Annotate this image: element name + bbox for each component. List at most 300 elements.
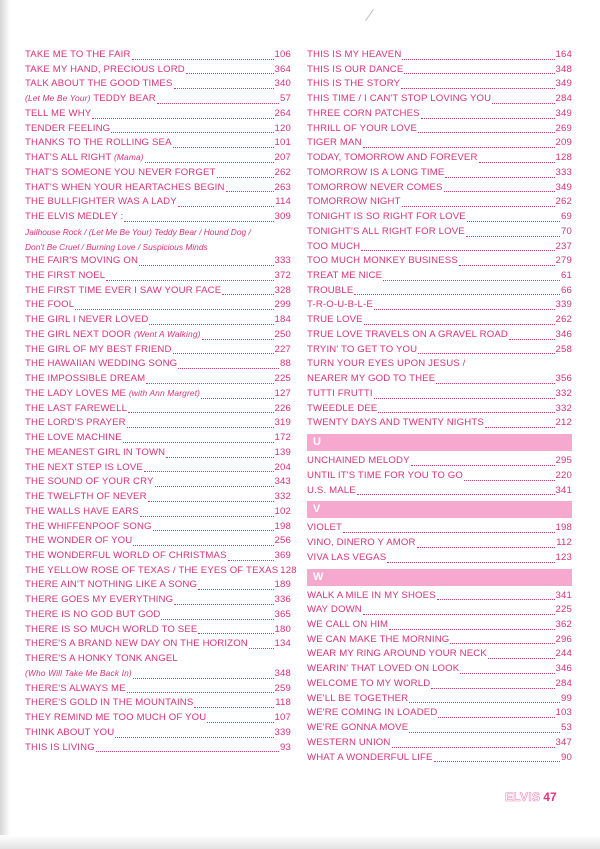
dot-leader [174, 603, 273, 605]
song-title [307, 254, 458, 269]
index-entry [25, 637, 291, 652]
page-ref: 319 [274, 417, 291, 429]
title-text: THE FIRST NOEL [25, 270, 106, 282]
title-text: NEARER MY GOD TO THEE [307, 373, 436, 385]
title-text: WEAR MY RING AROUND YOUR NECK [307, 648, 487, 660]
page-ref: 237 [555, 240, 572, 252]
page-ref: 336 [274, 594, 291, 606]
title-text: TOMORROW NEVER COMES [307, 181, 443, 193]
page-ref: 349 [555, 181, 572, 193]
dot-leader [123, 441, 274, 443]
index-entry [307, 269, 572, 284]
song-title [307, 589, 436, 604]
index-entry [307, 151, 572, 166]
index-entry [307, 521, 572, 536]
song-title [25, 431, 122, 446]
song-title [307, 736, 391, 751]
index-entry [25, 402, 291, 417]
dot-leader [434, 760, 560, 762]
song-title [25, 298, 74, 313]
page-ref: 340 [274, 78, 291, 90]
page-ref: 207 [274, 152, 291, 164]
dot-leader [186, 72, 274, 74]
song-title [25, 195, 177, 210]
song-title [307, 372, 435, 387]
dot-leader [157, 102, 279, 104]
title-text: TROUBLE [307, 284, 354, 296]
page-ref: 279 [555, 255, 572, 267]
title-suffix: (Went A Walking) [133, 328, 201, 339]
title-suffix: (Mama) [113, 152, 144, 163]
page-ref: 346 [555, 663, 572, 675]
dot-leader [404, 72, 554, 74]
index-entry [307, 210, 572, 225]
title-text: THAT'S WHEN YOUR HEARTACHES BEGIN [25, 181, 225, 193]
song-title [25, 254, 138, 269]
song-title [25, 637, 248, 652]
title-text: TIGER MAN [307, 137, 362, 149]
title-text: THE WALLS HAVE EARS [25, 505, 139, 517]
index-entry [307, 416, 572, 431]
page-ref: 139 [274, 446, 291, 458]
index-entry [25, 387, 291, 402]
page-ref: 362 [555, 618, 572, 630]
song-title [25, 107, 91, 122]
dot-leader [173, 146, 274, 148]
index-entry [25, 534, 291, 549]
index-entry [307, 536, 572, 551]
title-text: TONIGHT IS SO RIGHT FOR LOVE [307, 211, 466, 223]
page-ref: 106 [274, 49, 291, 60]
index-entry [307, 706, 572, 721]
index-entry [307, 551, 572, 566]
song-title [25, 696, 193, 711]
song-title [25, 150, 144, 166]
page-ref: 299 [274, 299, 291, 311]
index-entry [25, 416, 291, 431]
song-title [25, 490, 147, 505]
dot-leader [361, 249, 554, 251]
title-text: TAKE ME TO THE FAIR [25, 49, 131, 60]
page-ref: 61 [561, 270, 572, 282]
title-text: THIS IS MY HEAVEN [307, 49, 402, 60]
dot-leader [133, 544, 273, 546]
song-title [307, 92, 491, 107]
song-title [25, 48, 131, 63]
index-entry [307, 736, 572, 751]
title-text: TONIGHT'S ALL RIGHT FOR LOVE [307, 225, 465, 237]
song-title [25, 623, 197, 638]
index-entry [25, 372, 291, 387]
song-title [25, 166, 216, 181]
title-text: THE NEXT STEP IS LOVE [25, 461, 143, 473]
dot-leader [92, 117, 273, 119]
dot-leader [436, 382, 554, 384]
song-title [307, 151, 478, 166]
title-suffix: (with Ann Margret) [128, 387, 201, 398]
dot-leader [418, 352, 554, 354]
title-text: THEY REMIND ME TOO MUCH OF YOU [25, 712, 207, 724]
song-title [25, 534, 132, 549]
song-title [25, 386, 200, 402]
title-text: THE FAIR'S MOVING ON [25, 255, 139, 267]
song-title [307, 343, 417, 358]
page-ref: 53 [561, 722, 572, 734]
index-entry [307, 372, 572, 387]
song-title [307, 677, 430, 692]
dot-leader [174, 87, 274, 89]
index-entry [25, 357, 291, 372]
song-title [307, 402, 377, 417]
dot-leader [226, 190, 274, 192]
page-ref: 198 [274, 520, 291, 532]
page-ref: 172 [274, 432, 291, 444]
index-entry [307, 181, 572, 196]
index-entry [307, 225, 572, 240]
page-ref: 118 [275, 697, 291, 709]
title-text: THE WONDERFUL WORLD OF CHRISTMAS [25, 549, 227, 561]
page-ref: 364 [274, 63, 291, 75]
song-title [307, 181, 443, 196]
index-entry [307, 469, 572, 484]
title-text: THAT'S SOMEONE YOU NEVER FORGET [25, 166, 216, 178]
page-ref: 332 [555, 402, 572, 414]
title-text: VIVA LAS VEGAS [307, 551, 387, 563]
dot-leader [389, 628, 554, 630]
dot-leader [115, 736, 273, 738]
page-ref: 263 [274, 181, 291, 193]
dot-leader [343, 531, 555, 533]
page-ref: 107 [274, 712, 291, 724]
dot-leader [421, 117, 555, 119]
dot-leader [444, 190, 555, 192]
page-ref: 112 [556, 537, 572, 549]
page-ref: 349 [555, 107, 572, 119]
song-title [25, 63, 185, 78]
title-text: THERE IS NO GOD BUT GOD [25, 608, 161, 620]
dot-leader [249, 647, 274, 649]
title-text: THREE CORN PATCHES [307, 107, 420, 119]
dot-leader [387, 561, 554, 563]
song-title [307, 454, 410, 469]
page-ref: 262 [555, 314, 572, 326]
dot-leader [450, 642, 554, 644]
title-text: THAT'S ALL RIGHT [25, 152, 112, 164]
scan-mark [365, 9, 374, 21]
song-title [25, 181, 225, 196]
index-entry [307, 343, 572, 358]
index-entry [307, 284, 572, 299]
index-entry [25, 505, 291, 520]
dot-leader [207, 721, 273, 723]
index-entry [307, 387, 572, 402]
song-title [25, 446, 165, 461]
dot-leader [201, 397, 273, 399]
title-text: THE LOVE MACHINE [25, 432, 122, 444]
page-footer [505, 790, 557, 804]
page-ref: 250 [274, 328, 291, 340]
index-entry [307, 402, 572, 417]
index-entry [307, 77, 572, 92]
index-entry [307, 195, 572, 210]
page-ref: 348 [274, 667, 291, 679]
title-text: THERE'S GOLD IN THE MOUNTAINS [25, 697, 194, 709]
page-ref: 225 [555, 604, 572, 616]
title-text: WE'RE COMING IN LOADED [307, 707, 438, 719]
index-entry-continuation: TURN YOUR EYES UPON JESUS / [307, 358, 466, 370]
page-ref: 103 [555, 707, 572, 719]
title-text: WE CAN MAKE THE MORNING [307, 633, 450, 645]
song-title [307, 195, 401, 210]
title-prefix: (Let Me Be Your) [25, 93, 91, 104]
dot-leader [111, 131, 273, 133]
title-text: TOO MUCH [307, 240, 361, 252]
title-text: TEDDY BEAR [93, 93, 156, 105]
title-prefix: (Who Will Take Me Back In) [25, 667, 132, 678]
dot-leader [133, 677, 274, 679]
index-column-right [307, 48, 572, 765]
title-text: THERE GOES MY EVERYTHING [25, 594, 174, 606]
song-title [307, 484, 356, 499]
page-ref: 90 [561, 751, 572, 763]
index-entry [25, 475, 291, 490]
page-ref: 284 [555, 677, 572, 689]
index-entry [307, 328, 572, 343]
index-entry [307, 633, 572, 648]
song-title [25, 402, 127, 417]
title-text: WE CALL ON HIM [307, 618, 389, 630]
title-text: THIS IS THE STORY [307, 78, 401, 90]
page-ref: 258 [555, 343, 572, 355]
title-text: THE BULLFIGHTER WAS A LADY [25, 196, 177, 208]
song-title [307, 706, 437, 721]
index-entry [25, 269, 291, 284]
song-title [25, 327, 201, 343]
index-entry [25, 461, 291, 476]
title-text: THE SOUND OF YOUR CRY [25, 476, 154, 488]
dot-leader [140, 515, 274, 517]
song-title [25, 505, 139, 520]
title-text: THE MEANEST GIRL IN TOWN [25, 446, 166, 458]
dot-leader [364, 323, 555, 325]
page-ref: 346 [555, 328, 572, 340]
page-ref: 102 [274, 505, 291, 517]
index-entry [25, 151, 291, 166]
page-ref: 343 [274, 476, 291, 488]
title-text: THE IMPOSSIBLE DREAM [25, 373, 146, 385]
title-text: THE LORD'S PRAYER [25, 417, 126, 429]
title-text: TWEEDLE DEE [307, 402, 378, 414]
song-title [25, 416, 126, 431]
page-ref: 226 [274, 402, 291, 414]
dot-leader [217, 176, 274, 178]
song-title [25, 269, 105, 284]
song-title [307, 225, 465, 240]
dot-leader [153, 529, 274, 531]
song-title [25, 593, 173, 608]
index-entry [307, 298, 572, 313]
dot-leader [402, 205, 555, 207]
index-entry [307, 662, 572, 677]
song-title [307, 521, 342, 536]
page-ref: 198 [555, 522, 572, 534]
index-entry [307, 240, 572, 255]
page-ref: 365 [274, 608, 291, 620]
index-entry [25, 107, 291, 122]
title-text: THRILL OF YOUR LOVE [307, 122, 418, 134]
index-entry-continuation: Jailhouse Rock / (Let Me Be Your) Teddy Bear / Hound Dog / [25, 226, 251, 237]
title-text: TUTTI FRUTTI [307, 387, 373, 399]
song-title [25, 357, 177, 372]
title-text: THERE'S ALWAYS ME [25, 682, 126, 694]
title-text: THINK ABOUT YOU [25, 726, 115, 738]
page-ref: 332 [555, 387, 572, 399]
page-ref: 262 [555, 196, 572, 208]
page-ref: 220 [555, 469, 572, 481]
title-text: WHAT A WONDERFUL LIFE [307, 751, 433, 763]
title-text: TRYIN' TO GET TO YOU [307, 343, 418, 355]
dot-leader [488, 657, 555, 659]
section-letter-header: W [307, 569, 572, 586]
index-entry [25, 92, 291, 107]
dot-leader [460, 672, 554, 674]
dot-leader [354, 293, 560, 295]
dot-leader [178, 367, 279, 369]
song-title [307, 166, 444, 181]
title-text: TODAY, TOMORROW AND FOREVER [307, 152, 478, 164]
title-text: THIS IS OUR DANCE [307, 63, 404, 75]
song-title [25, 564, 278, 579]
dot-leader [431, 687, 554, 689]
song-title [307, 469, 463, 484]
dot-leader [106, 279, 273, 281]
page-ref: 164 [555, 49, 572, 60]
page-ref: 328 [274, 284, 291, 296]
title-text: THE FIRST TIME EVER I SAW YOUR FACE [25, 284, 222, 296]
dot-leader [417, 546, 556, 548]
index-entry [307, 254, 572, 269]
dot-leader [363, 146, 555, 148]
page-ref: 134 [274, 638, 291, 650]
index-entry-continuation: Don't Be Cruel / Burning Love / Suspicious Minds [25, 241, 208, 252]
song-title [307, 633, 449, 648]
page-ref: 256 [274, 535, 291, 547]
index-entry [25, 667, 291, 682]
index-entry [307, 48, 572, 63]
song-title [307, 551, 386, 566]
page-ref: 88 [280, 358, 291, 370]
page-ref: 180 [274, 623, 291, 635]
dot-leader [409, 701, 560, 703]
title-text: WALK A MILE IN MY SHOES [307, 589, 436, 601]
song-title [25, 520, 152, 535]
page-ref: 93 [280, 741, 291, 753]
song-title [25, 210, 123, 225]
index-entry [307, 603, 572, 618]
title-text: THE LAST FAREWELL [25, 402, 128, 414]
title-text: UNTIL IT'S TIME FOR YOU TO GO [307, 469, 463, 481]
title-text: WAY DOWN [307, 604, 362, 616]
song-title [307, 416, 484, 431]
index-entry [307, 677, 572, 692]
dot-leader [374, 397, 555, 399]
dot-leader [166, 456, 273, 458]
dot-leader [418, 131, 555, 133]
title-text: THE TWELFTH OF NEVER [25, 491, 147, 503]
section-letter-header: U [307, 434, 572, 451]
title-text: WEARIN' THAT LOVED ON LOOK [307, 663, 460, 675]
page-ref: 295 [555, 455, 572, 467]
title-text: TELL ME WHY [25, 107, 92, 119]
page-ref: 369 [274, 549, 291, 561]
page-ref: 66 [561, 284, 572, 296]
page-ref: 209 [555, 137, 572, 149]
song-title [307, 240, 360, 255]
title-text: TALK ABOUT THE GOOD TIMES [25, 78, 173, 90]
song-title [25, 136, 172, 151]
title-text: U.S. MALE [307, 484, 356, 496]
index-entry [25, 578, 291, 593]
page-ref: 296 [555, 633, 572, 645]
title-text: VINO, DINERO Y AMOR [307, 537, 416, 549]
dot-leader [155, 485, 274, 487]
footer-brand: ELVIS [505, 790, 541, 804]
index-entry [307, 692, 572, 707]
page-ref: 114 [275, 196, 291, 208]
title-text: THE GIRL OF MY BEST FRIEND [25, 343, 172, 355]
dot-leader [127, 691, 274, 693]
title-text: TWENTY DAYS AND TWENTY NIGHTS [307, 417, 484, 429]
dot-leader [144, 470, 274, 472]
dot-leader [437, 598, 555, 600]
page-edge-shadow [0, 0, 10, 849]
dot-leader [96, 750, 279, 752]
title-text: WELCOME TO MY WORLD [307, 677, 431, 689]
page-ref: 348 [555, 63, 572, 75]
title-text: WE'RE GONNA MOVE [307, 722, 409, 734]
dot-leader [228, 559, 274, 561]
index-entry [25, 711, 291, 726]
song-title [307, 692, 408, 707]
page-bottom-shadow [0, 835, 600, 849]
title-text: TOMORROW IS A LONG TIME [307, 166, 445, 178]
dot-leader [374, 308, 555, 310]
page-ref: 333 [274, 255, 291, 267]
song-title [307, 210, 466, 225]
page-ref: 57 [280, 93, 291, 105]
index-entry [25, 313, 291, 328]
dot-leader [149, 323, 273, 325]
index-entry [25, 166, 291, 181]
title-text: THE WONDER OF YOU [25, 535, 133, 547]
dot-leader [178, 205, 275, 207]
page-number: 47 [543, 790, 557, 804]
index-entry [25, 328, 291, 343]
page-ref: 120 [274, 122, 291, 134]
title-text: VIOLET [307, 522, 343, 534]
index-entry [25, 254, 291, 269]
page-ref: 264 [274, 107, 291, 119]
song-title [25, 682, 126, 697]
song-title [25, 461, 143, 476]
index-entry [25, 48, 291, 63]
dot-leader [459, 264, 555, 266]
title-text: THERE'S A BRAND NEW DAY ON THE HORIZON [25, 638, 248, 650]
index-entry [307, 454, 572, 469]
song-title [25, 91, 156, 107]
page-ref: 70 [561, 225, 572, 237]
index-entry [25, 431, 291, 446]
